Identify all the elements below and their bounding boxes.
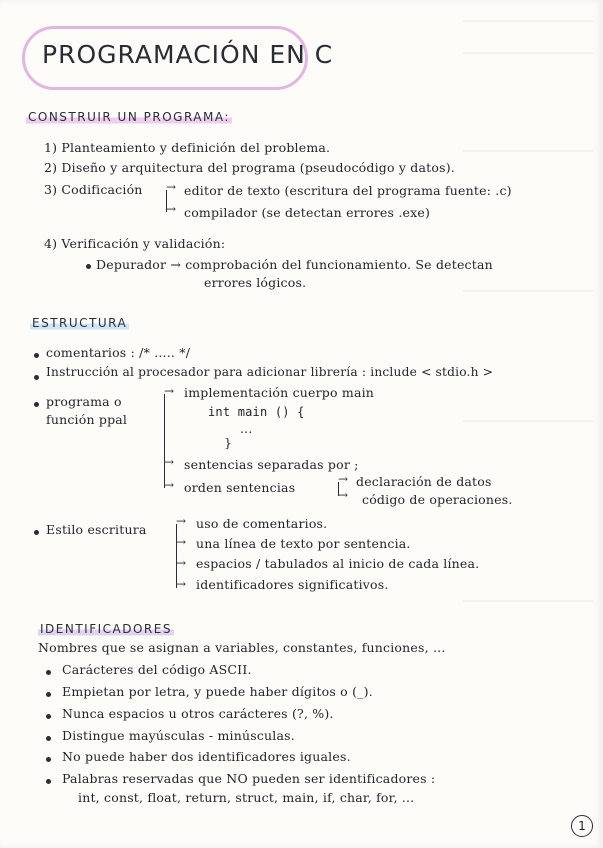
bullet-icon <box>46 692 51 697</box>
bullet-icon <box>46 714 51 719</box>
arrow-icon: → <box>338 488 349 502</box>
step-4: 4) Verificación y validación: <box>44 236 226 251</box>
step-4-errores: errores lógicos. <box>204 275 307 290</box>
arrow-icon: → <box>176 577 187 591</box>
step-3: 3) Codificación <box>44 182 143 197</box>
estilo-item-3: espacios / tabulados al inicio de cada línea. <box>196 556 480 571</box>
arrow-icon: → <box>164 455 175 469</box>
estilo-label: Estilo escritura <box>46 522 147 537</box>
arrow-icon: → <box>176 556 187 570</box>
estilo-item-4: identificadores significativos. <box>196 577 389 592</box>
arrow-icon: → <box>164 478 175 492</box>
bullet-icon <box>34 375 39 380</box>
identificador-rule-3: Nunca espacios u otros carácteres (?, %). <box>62 706 334 721</box>
identificadores-heading: IDENTIFICADORES <box>40 622 172 636</box>
arrow-icon: → <box>166 202 177 216</box>
bleed-through <box>463 52 593 54</box>
estructura-comentarios: comentarios : /* ..... */ <box>46 345 191 360</box>
bleed-through <box>463 290 593 292</box>
estructura-heading: ESTRUCTURA <box>32 316 128 330</box>
identificador-rule-5: No puede haber dos identificadores iguales. <box>62 749 351 764</box>
step-3-editor: editor de texto (escritura del programa fuente: .c) <box>184 183 512 198</box>
int-main-text: int main () { <box>208 405 305 419</box>
bullet-icon <box>34 353 39 358</box>
bleed-through <box>463 20 593 22</box>
construir-heading: CONSTRUIR UN PROGRAMA: <box>28 110 230 124</box>
arrow-icon: → <box>176 514 187 528</box>
identificador-rule-4: Distingue mayúsculas - minúsculas. <box>62 728 295 743</box>
funcion-label: función ppal <box>46 412 128 427</box>
page-title: PROGRAMACIÓN EN C <box>42 40 334 69</box>
programa-label: programa o <box>46 394 122 409</box>
estilo-item-1: uso de comentarios. <box>196 516 328 531</box>
step-3-compilador: compilador (se detectan errores .exe) <box>184 205 431 220</box>
estructura-instruccion: Instrucción al procesador para adicionar librería : include < stdio.h > <box>46 365 494 379</box>
bullet-icon <box>46 757 51 762</box>
arrow-icon: → <box>338 472 349 486</box>
bullet-icon <box>34 402 39 407</box>
bullet-icon <box>34 530 39 535</box>
arrow-icon: → <box>176 535 187 549</box>
codigo-operaciones-text: código de operaciones. <box>362 492 513 507</box>
step-4-depurador: Depurador → comprobación del funcionamiento. Se detectan <box>96 257 493 272</box>
declaracion-text: declaración de datos <box>356 474 492 489</box>
reserved-words: int, const, float, return, struct, main, if, char, for, ... <box>78 790 415 805</box>
code-close-brace: } <box>224 435 233 450</box>
bullet-icon <box>86 264 91 269</box>
bleed-through <box>463 600 593 602</box>
step-2: 2) Diseño y arquitectura del programa (pseudocódigo y datos). <box>44 160 455 175</box>
orden-text: orden sentencias <box>184 480 296 495</box>
arrow-icon: → <box>166 180 177 194</box>
identificadores-intro: Nombres que se asignan a variables, constantes, funciones, ... <box>38 640 446 655</box>
bullet-icon <box>46 736 51 741</box>
bullet-icon <box>46 779 51 784</box>
programa-brace <box>164 394 165 488</box>
arrow-icon: → <box>164 384 175 398</box>
bullet-icon <box>46 670 51 675</box>
page-number: 1 <box>571 815 593 837</box>
identificador-rule-1: Carácteres del código ASCII. <box>62 662 252 677</box>
identificador-rule-6: Palabras reservadas que NO pueden ser identificadores : <box>62 771 436 786</box>
implementacion-text: implementación cuerpo main <box>184 385 375 400</box>
code-dots: ... <box>240 421 253 436</box>
bleed-through <box>463 420 593 422</box>
bleed-through <box>463 150 593 152</box>
identificador-rule-2: Empietan por letra, y puede haber dígitos o (_). <box>62 684 373 699</box>
step-1: 1) Planteamiento y definición del problema. <box>44 140 331 155</box>
estilo-item-2: una línea de texto por sentencia. <box>196 536 411 551</box>
sentencias-text: sentencias separadas por ; <box>184 457 359 472</box>
